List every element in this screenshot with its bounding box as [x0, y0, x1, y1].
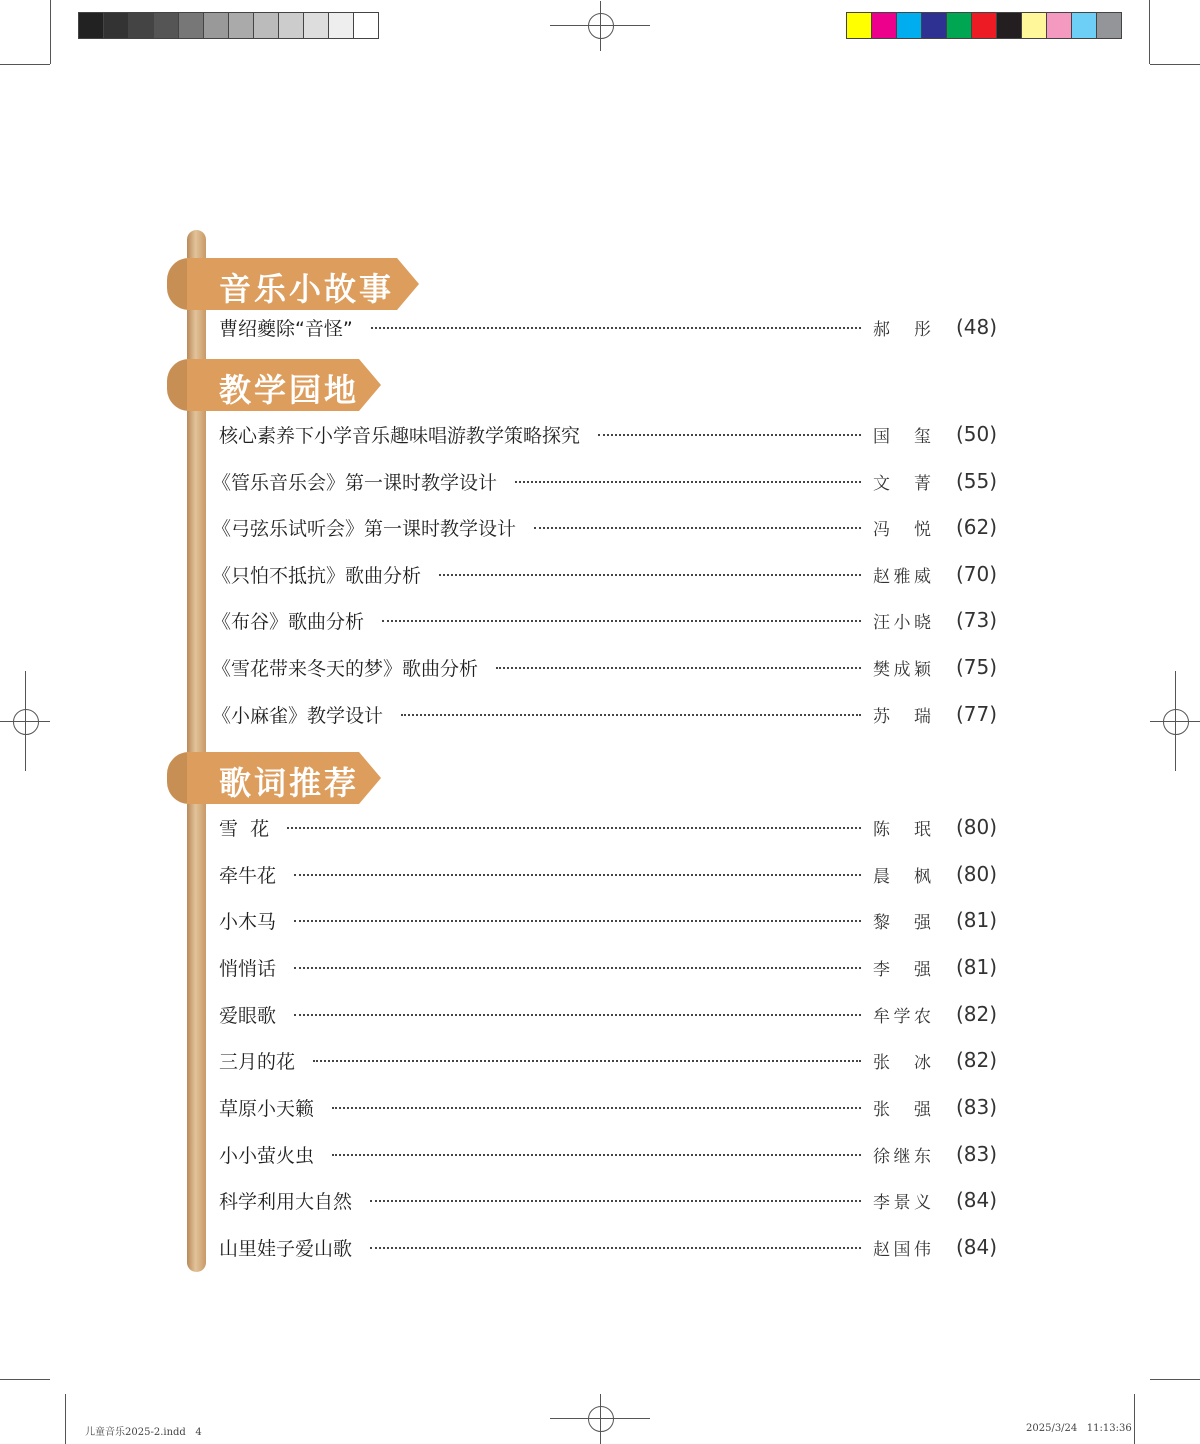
toc-entry[interactable] — [212, 952, 997, 982]
crop-mark — [1134, 1394, 1135, 1444]
dot-leader — [294, 1012, 861, 1016]
entry-title: 曹绍夔除“音怪” — [219, 317, 353, 340]
entry-author: 徐继东 — [873, 1146, 931, 1167]
entry-author: 黎强 — [873, 912, 931, 933]
registration-mark-bottom — [550, 1394, 650, 1444]
dot-leader — [439, 572, 861, 576]
entry-page: (81) — [955, 955, 997, 979]
entry-title: 科学利用大自然 — [219, 1190, 353, 1213]
dot-leader — [313, 1058, 861, 1062]
toc-entry[interactable] — [212, 512, 997, 542]
entry-author: 文菁 — [873, 473, 931, 494]
entry-page: (73) — [955, 608, 997, 632]
entry-title: 悄悄话 — [219, 957, 277, 980]
toc-entry[interactable] — [212, 812, 997, 842]
entry-author: 苏瑞 — [873, 706, 931, 727]
entry-title: 三月的花 — [219, 1050, 296, 1073]
color-swatch — [1072, 13, 1097, 38]
entry-title: 小小萤火虫 — [219, 1144, 315, 1167]
toc-entry[interactable] — [212, 1232, 997, 1262]
entry-page: (84) — [955, 1188, 997, 1212]
color-swatch — [154, 13, 179, 38]
entry-title: 牵牛花 — [219, 864, 277, 887]
dot-leader — [294, 918, 861, 922]
toc-entry[interactable] — [212, 605, 997, 635]
entry-title: 《小麻雀》教学设计 — [212, 704, 384, 727]
dot-leader — [370, 1198, 861, 1202]
dot-leader — [287, 825, 861, 829]
entry-page: (48) — [955, 315, 997, 339]
color-swatch — [129, 13, 154, 38]
color-swatch — [354, 13, 378, 38]
color-swatch-bar — [846, 12, 1122, 39]
dot-leader — [515, 479, 861, 483]
dot-leader — [332, 1105, 861, 1109]
entry-author: 冯悦 — [873, 519, 931, 540]
entry-page: (83) — [955, 1142, 997, 1166]
color-swatch — [922, 13, 947, 38]
color-swatch — [229, 13, 254, 38]
color-swatch — [897, 13, 922, 38]
toc-entry[interactable] — [212, 1045, 997, 1075]
slug-timestamp: 2025/3/24 11:13:36 — [1026, 1423, 1132, 1434]
toc-entry[interactable] — [212, 1139, 997, 1169]
entry-title: 《弓弦乐试听会》第一课时教学设计 — [212, 517, 517, 540]
entry-title: 《管乐音乐会》第一课时教学设计 — [212, 471, 498, 494]
crop-mark — [65, 1394, 66, 1444]
dot-leader — [371, 325, 861, 329]
toc-entry[interactable] — [212, 905, 997, 935]
color-swatch — [304, 13, 329, 38]
section-heading: 歌词推荐 — [219, 764, 360, 802]
registration-mark-left — [0, 671, 50, 771]
color-swatch — [79, 13, 104, 38]
toc-entry[interactable] — [212, 419, 997, 449]
section-heading: 音乐小故事 — [219, 270, 395, 308]
color-swatch — [104, 13, 129, 38]
crop-mark — [50, 0, 51, 64]
entry-author: 郝彤 — [873, 319, 931, 340]
entry-page: (84) — [955, 1235, 997, 1259]
entry-author: 张冰 — [873, 1052, 931, 1073]
registration-mark-right — [1150, 671, 1200, 771]
dot-leader — [370, 1245, 861, 1249]
crop-mark — [0, 64, 50, 65]
entry-author: 牟学农 — [873, 1006, 931, 1027]
dot-leader — [382, 618, 861, 622]
entry-author: 晨枫 — [873, 866, 931, 887]
entry-page: (62) — [955, 515, 997, 539]
color-swatch — [179, 13, 204, 38]
entry-title: 小木马 — [219, 910, 277, 933]
entry-page: (83) — [955, 1095, 997, 1119]
toc-entry[interactable] — [212, 1092, 997, 1122]
color-swatch — [279, 13, 304, 38]
entry-title: 雪 花 — [219, 817, 270, 840]
entry-author: 张强 — [873, 1099, 931, 1120]
dot-leader — [294, 965, 861, 969]
gray-swatch-bar — [78, 12, 379, 39]
entry-page: (75) — [955, 655, 997, 679]
toc-entry[interactable] — [212, 652, 997, 682]
entry-author: 樊成颖 — [873, 659, 931, 680]
color-swatch — [204, 13, 229, 38]
entry-title: 《布谷》歌曲分析 — [212, 610, 365, 633]
crop-mark — [1150, 64, 1200, 65]
color-swatch — [847, 13, 872, 38]
color-swatch — [1097, 13, 1121, 38]
crop-mark — [1149, 0, 1150, 64]
entry-page: (50) — [955, 422, 997, 446]
section-heading: 教学园地 — [219, 371, 360, 409]
toc-entry[interactable] — [212, 859, 997, 889]
color-swatch — [872, 13, 897, 38]
entry-page: (80) — [955, 815, 997, 839]
entry-author: 陈珉 — [873, 819, 931, 840]
entry-title: 《雪花带来冬天的梦》歌曲分析 — [212, 657, 479, 680]
toc-entry[interactable] — [212, 559, 997, 589]
entry-author: 汪小晓 — [873, 612, 931, 633]
toc-entry[interactable] — [212, 699, 997, 729]
entry-author: 李强 — [873, 959, 931, 980]
toc-entry[interactable] — [212, 466, 997, 496]
entry-author: 赵雅威 — [873, 566, 931, 587]
toc-entry[interactable] — [212, 1185, 997, 1215]
dot-leader — [294, 872, 861, 876]
entry-page: (81) — [955, 908, 997, 932]
dot-leader — [332, 1152, 861, 1156]
dot-leader — [496, 665, 861, 669]
entry-page: (55) — [955, 469, 997, 493]
color-swatch — [1022, 13, 1047, 38]
entry-title: 草原小天籁 — [219, 1097, 315, 1120]
color-swatch — [997, 13, 1022, 38]
entry-author: 国玺 — [873, 426, 931, 447]
color-swatch — [972, 13, 997, 38]
color-swatch — [1047, 13, 1072, 38]
entry-author: 李景义 — [873, 1192, 931, 1213]
color-swatch — [254, 13, 279, 38]
entry-page: (70) — [955, 562, 997, 586]
entry-title: 爱眼歌 — [219, 1004, 277, 1027]
crop-mark — [1150, 1379, 1200, 1380]
entry-title: 核心素养下小学音乐趣味唱游教学策略探究 — [219, 424, 581, 447]
registration-mark-top — [550, 1, 650, 51]
entry-page: (82) — [955, 1048, 997, 1072]
entry-page: (82) — [955, 1002, 997, 1026]
entry-author: 赵国伟 — [873, 1239, 931, 1260]
slug-filename: 儿童音乐2025-2.indd 4 — [85, 1427, 202, 1438]
color-swatch — [329, 13, 354, 38]
entry-page: (80) — [955, 862, 997, 886]
toc-entry[interactable] — [212, 999, 997, 1029]
color-swatch — [947, 13, 972, 38]
toc-entry[interactable] — [212, 312, 997, 342]
entry-page: (77) — [955, 702, 997, 726]
dot-leader — [401, 712, 861, 716]
dot-leader — [534, 525, 861, 529]
entry-title: 山里娃子爱山歌 — [219, 1237, 353, 1260]
entry-title: 《只怕不抵抗》歌曲分析 — [212, 564, 422, 587]
crop-mark — [0, 1379, 50, 1380]
dot-leader — [598, 432, 861, 436]
